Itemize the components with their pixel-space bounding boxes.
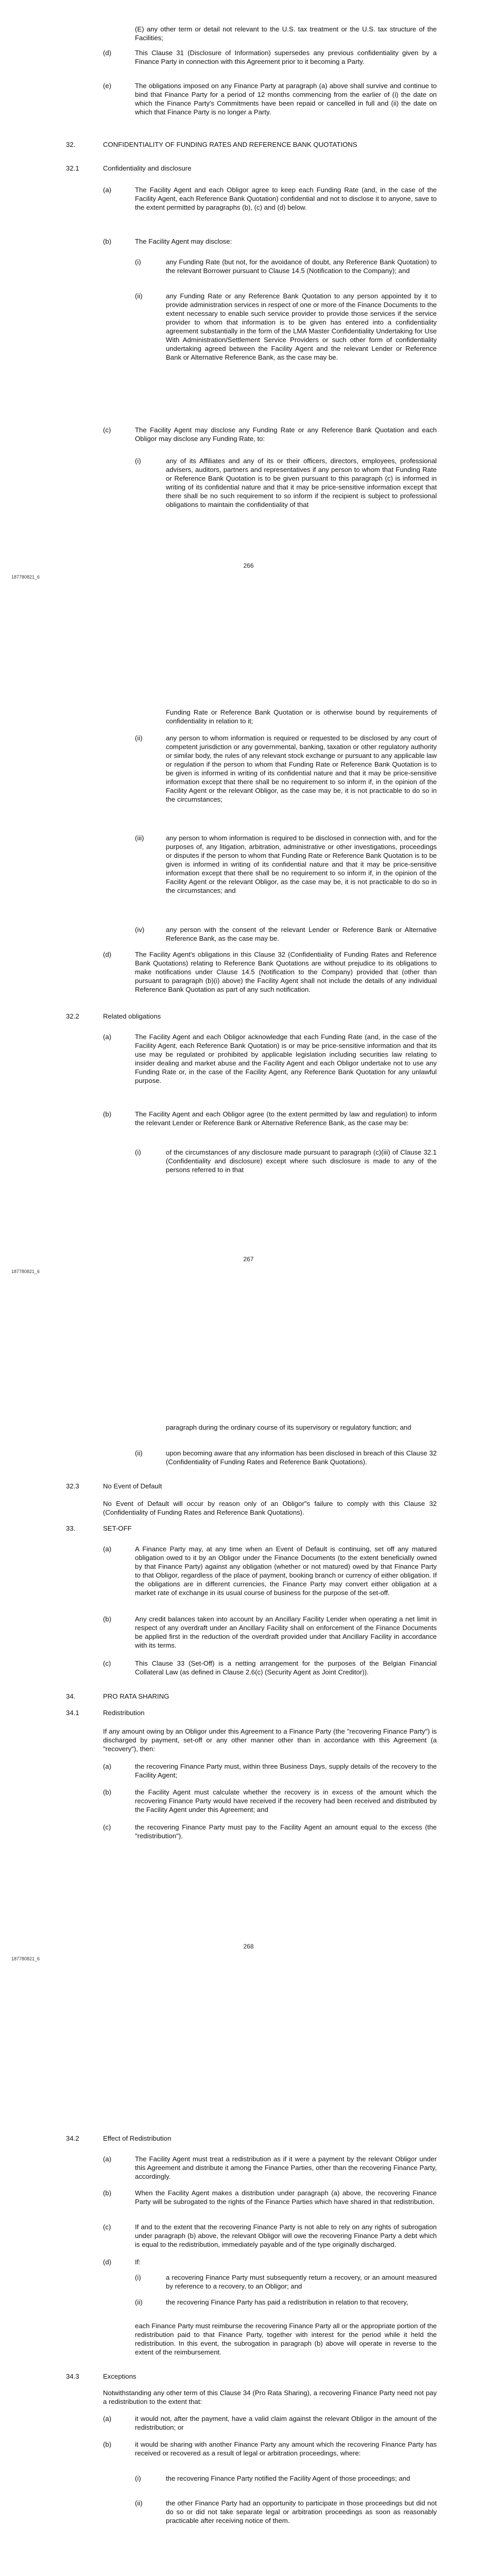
section-34-2-title: Effect of Redistribution xyxy=(103,2134,172,2142)
document-reference-id: 187780821_6 xyxy=(11,1269,40,1274)
clause-b-number: (b) xyxy=(103,238,112,245)
section-32-3-text: No Event of Default will occur by reason only of an Obligor"s failure to comply with this Clause 32 (Confidentiality of Funding Rates and Reference Bank Quotations). xyxy=(103,1500,437,1516)
clause-c-iii-number: (iii) xyxy=(135,834,144,842)
clause-b-number: (b) xyxy=(103,1788,112,1796)
page-number: 268 xyxy=(243,1943,254,1950)
section-34-1-title: Redistribution xyxy=(103,1709,145,1717)
clause-b-i-number: (i) xyxy=(135,1148,141,1156)
clause-a-number: (a) xyxy=(103,1033,112,1041)
clause-d-i-number: (i) xyxy=(135,2274,141,2281)
section-32-3-number: 32.3 xyxy=(66,1482,79,1490)
section-33-number: 33. xyxy=(66,1524,76,1532)
document-reference-id: 187780821_6 xyxy=(11,1956,40,1961)
clause-a-number: (a) xyxy=(103,186,112,194)
clause-b-i-text: of the circumstances of any disclosure made pursuant to paragraph (c)(iii) of Clause 32.1 (Confidentiality and disclosure) except where such disclosure is made to any of the persons referred to in that xyxy=(166,1148,437,1174)
clause-b-i-text: the recovering Finance Party notified the Facility Agent of those proceedings; and xyxy=(166,2475,410,2482)
clause-b-number: (b) xyxy=(103,1110,112,1118)
clause-c-ii-text: any person to whom information is required or requested to be disclosed by any court of competent jurisdiction or any governmental, banking, taxation or other regulatory authority or similar body, the rules of any relevant stock exchange or pursuant to any applicable law or regulation if the person to whom that Funding Rate or Reference Bank Quotation is to be given is informed in writing of its confidential nature and that it may be price-sensitive information except that there shall be no requirement to so inform if, in the opinion of the Facility Agent or the relevant Obligor, as the case may be, it is not practicable to do so in the circumstances; xyxy=(166,734,437,803)
clause-c-i-number: (i) xyxy=(135,457,141,465)
clause-c-i-text: any of its Affiliates and any of its or their officers, directors, employees, professional advisers, auditors, partners and representatives if any person to whom that Funding Rate or Reference Bank Quotation is to be given pursuant to this paragraph (c) is informed in writing of its confidential nature and that it may be price-sensitive information except that there shall be no such requirement to so inform if the recipient is subject to professional obligations to maintain the confidentiality of that xyxy=(166,457,437,509)
clause-b-ii-number: (ii) xyxy=(135,2499,143,2507)
page-number: 267 xyxy=(243,1256,254,1263)
clause-d-number: (d) xyxy=(103,2258,112,2266)
clause-c-text: the recovering Finance Party must pay to the Facility Agent an amount equal to the excess (the "redistribution"). xyxy=(135,1823,437,1840)
clause-d-text: If: xyxy=(135,2258,141,2266)
section-34-1-number: 34.1 xyxy=(66,1709,79,1717)
clause-c-iii-text: any person to whom information is required to be disclosed in connection with, and for the purposes of, any litigation, arbitration, administrative or other investigations, proceedings or disputes if the person to whom that Funding Rate or Reference Bank Quotation is to be given is informed in writing of its confidential nature and that it may be price-sensitive information except that there shall be no requirement to so inform if, in the opinion of the Facility Agent or the relevant Obligor, as the case may be, it is not practicable to do so in the circumstances; and xyxy=(166,834,437,894)
clause-a-text: A Finance Party may, at any time when an Event of Default is continuing, set off any matured obligation owed to it by an Obligor under the Finance Documents (to the extent beneficially owned by that Finance Party) against any obligation (whether or not matured) owed by that Finance Party to that Obligor, regardless of the place of payment, booking branch or currency of either obligation. If the obligations are in different currencies, the Finance Party may convert either obligation at a market rate of exchange in its usual course of business for the purpose of the set-off. xyxy=(135,1545,437,1597)
section-34-title: PRO RATA SHARING xyxy=(103,1692,169,1700)
continued-clause-b-i-text: paragraph during the ordinary course of its supervisory or regulatory function; and xyxy=(166,1423,412,1431)
section-34-number: 34. xyxy=(66,1692,76,1700)
clause-a-text: The Facility Agent and each Obligor acknowledge that each Funding Rate (and, in the case of the Facility Agent, each Reference Bank Quotation) is or may be price-sensitive information and that its use may be regulated or prohibited by applicable legislation including securities law relating to insider dealing and market abuse and the Facility Agent and each Obligor undertake not to use any Funding Rate or, in the case of the Facility Agent, any Reference Bank Quotation for any unlawful purpose. xyxy=(135,1033,437,1084)
clause-b-ii-number: (ii) xyxy=(135,292,143,300)
section-34-3-title: Exceptions xyxy=(103,2372,136,2380)
clause-d-text: The Facility Agent's obligations in this Clause 32 (Confidentiality of Funding Rates and Reference Bank Quotations) relating to Reference Bank Quotations are without prejudice to its obligations to make notifications under Clause 14.5 (Notification to the Company) provided that (other than pursuant to paragraph (b)(i) above) the Facility Agent shall not include the details of any individual Reference Bank Quotation as part of any such notification. xyxy=(135,951,437,993)
section-33-title: SET-OFF xyxy=(103,1524,132,1532)
section-32-title: CONFIDENTIALITY OF FUNDING RATES AND REFERENCE BANK QUOTATIONS xyxy=(103,141,357,148)
section-34-3-number: 34.3 xyxy=(66,2372,79,2380)
clause-c-number: (c) xyxy=(103,2223,111,2231)
page-267 xyxy=(0,684,497,1385)
clause-e-text: The obligations imposed on any Finance Party at paragraph (a) above shall survive and continue to bind that Finance Party for a period of 12 months commencing from the earlier of (i) the date on which the Finance Party's Commitments have been repaid or cancelled in full and (ii) the date on which that Finance Party is no longer a Party. xyxy=(135,82,437,116)
clause-b-number: (b) xyxy=(103,2189,112,2197)
clause-c-iv-text: any person with the consent of the relevant Lender or Reference Bank or Alternative Reference Bank, as the case may be. xyxy=(166,926,437,942)
clause-a-text: the recovering Finance Party must, within three Business Days, supply details of the recovery to the Facility Agent; xyxy=(135,1762,437,1779)
clause-b-text: When the Facility Agent makes a distribution under paragraph (a) above, the recovering Finance Party will be subrogated to the rights of the Finance Parties which have shared in that redistribution. xyxy=(135,2189,437,2206)
clause-b-text: Any credit balances taken into account by an Ancillary Facility Lender when operating a net limit in respect of any overdraft under an Ancillary Facility shall on enforcement of the Finance Documents be applied first in the reduction of the overdraft provided under that Ancillary Facility in accordance with its terms. xyxy=(135,1615,437,1649)
clause-b-ii-text: any Funding Rate or any Reference Bank Quotation to any person appointed by it to provide administration services in respect of one or more of the Finance Documents to the extent necessary to enable such service provider to provide those services if the service provider to whom that information is to be given has entered into a confidentiality agreement substantially in the form of the LMA Master Confidentiality Undertaking for Use With Administration/Settlement Service Providers or such other form of confidentiality undertaking agreed between the Facility Agent and the relevant Lender or Reference Bank or Alternative Reference Bank, as the case may be. xyxy=(166,292,437,361)
clause-d-number: (d) xyxy=(103,951,112,958)
page-266 xyxy=(0,0,497,684)
section-32-number: 32. xyxy=(66,141,76,148)
clause-c-number: (c) xyxy=(103,426,111,434)
section-32-3-title: No Event of Default xyxy=(103,1482,162,1490)
clause-b-ii-text: upon becoming aware that any information has been disclosed in breach of this Clause 32 (Confidentiality of Funding Rates and Reference Bank Quotations). xyxy=(166,1449,437,1466)
section-34-2-number: 34.2 xyxy=(66,2134,79,2142)
clause-c-number: (c) xyxy=(103,1823,111,1831)
clause-c-text: This Clause 33 (Set-Off) is a netting arrangement for the purposes of the Belgian Financial Collateral Law (as defined in Clause 2.6(c) (Security Agent as Joint Creditor)). xyxy=(135,1659,437,1676)
clause-c-text: The Facility Agent may disclose any Funding Rate or any Reference Bank Quotation and each Obligor may disclose any Funding Rate, to: xyxy=(135,426,437,443)
clause-a-number: (a) xyxy=(103,2155,112,2163)
clause-a-number: (a) xyxy=(103,2415,112,2422)
section-34-1-text: If any amount owing by an Obligor under this Agreement to a Finance Party (the "recovering Finance Party") is discharged by payment, set-off or any other manner other than in accordance with this Agreement (a "recovery"), then: xyxy=(103,1727,437,1753)
clause-c-text: If and to the extent that the recovering Finance Party is not able to rely on any rights of subrogation under paragraph (b) above, the relevant Obligor will owe the recovering Finance Party a debt which is equal to the redistribution, immediately payable and of the type originally discharged. xyxy=(135,2223,437,2248)
clause-c-iv-number: (iv) xyxy=(135,926,145,934)
section-32-2-title: Related obligations xyxy=(103,1012,161,1020)
clause-d-tail-text: each Finance Party must reimburse the recovering Finance Party all or the appropriate portion of the redistribution paid to that Finance Party, together with interest for the period while it held the redistribution. In this event, the subrogation in paragraph (b) above will operate in reverse to the extent of the reimbursement. xyxy=(135,2322,437,2356)
clause-d-number: (d) xyxy=(103,49,112,57)
section-34-3-text: Notwithstanding any other term of this Clause 34 (Pro Rata Sharing), a recovering Finance Party need not pay a redistribution to the extent that: xyxy=(103,2389,437,2405)
clause-a-number: (a) xyxy=(103,1545,112,1553)
continued-clause-c-i-text: Funding Rate or Reference Bank Quotation or is otherwise bound by requirements of confidentiality in relation to it; xyxy=(166,708,437,725)
page-269 xyxy=(0,2086,497,2576)
clause-d-ii-text: the recovering Finance Party has paid a redistribution in relation to that recovery, xyxy=(166,2298,408,2306)
clause-b-number: (b) xyxy=(103,2441,112,2448)
clause-d-i-text: a recovering Finance Party must subsequently return a recovery, or an amount measured by reference to a recovery, to an Obligor; and xyxy=(166,2274,437,2290)
clause-c-ii-number: (ii) xyxy=(135,734,143,742)
continued-clause-e-text: (E) any other term or detail not relevant to the U.S. tax treatment or the U.S. tax structure of the Facilities; xyxy=(135,25,437,42)
clause-b-i-text: any Funding Rate (but not, for the avoidance of doubt, any Reference Bank Quotation) to the relevant Borrower pursuant to Clause 14.5 (Notification to the Company); and xyxy=(166,258,437,275)
clause-e-number: (e) xyxy=(103,82,112,90)
clause-b-number: (b) xyxy=(103,1615,112,1623)
section-32-1-title: Confidentiality and disclosure xyxy=(103,164,192,172)
clause-c-number: (c) xyxy=(103,1659,111,1667)
clause-b-text: The Facility Agent may disclose: xyxy=(135,238,232,245)
page-268 xyxy=(0,1385,497,2086)
section-32-2-number: 32.2 xyxy=(66,1012,79,1020)
document-reference-id: 187780821_6 xyxy=(11,574,40,580)
clause-b-i-number: (i) xyxy=(135,2475,141,2482)
clause-b-ii-text: the other Finance Party had an opportunity to participate in those proceedings but did not do so or did not take separate legal or arbitration proceedings as soon as reasonably practicable after receiving notice of them. xyxy=(166,2499,437,2524)
clause-b-text: the Facility Agent must calculate whether the recovery is in excess of the amount which the recovering Finance Party would have received if the recovery had been received and distributed by the Facility Agent under this Agreement; and xyxy=(135,1788,437,1814)
clause-a-number: (a) xyxy=(103,1762,112,1770)
page-number: 266 xyxy=(243,562,254,569)
clause-a-text: The Facility Agent must treat a redistribution as if it were a payment by the relevant Obligor under this Agreement and distribute it among the Finance Parties, other than the recovering Finance Party, accordingly. xyxy=(135,2155,437,2180)
section-32-1-number: 32.1 xyxy=(66,164,79,172)
clause-d-text: This Clause 31 (Disclosure of Information) supersedes any previous confidentiality given by a Finance Party in connection with this Agreement prior to it becoming a Party. xyxy=(135,49,437,65)
clause-b-text: it would be sharing with another Finance Party any amount which the recovering Finance Party has received or recovered as a result of legal or arbitration proceedings, where: xyxy=(135,2441,437,2457)
clause-b-i-number: (i) xyxy=(135,258,141,266)
clause-b-text: The Facility Agent and each Obligor agree (to the extent permitted by law and regulation) to inform the relevant Lender or Reference Bank or Alternative Reference Bank, as the case may be: xyxy=(135,1110,437,1127)
clause-a-text: The Facility Agent and each Obligor agree to keep each Funding Rate (and, in the case of the Facility Agent, each Reference Bank Quotation) confidential and not to disclose it to anyone, save to the extent permitted by paragraphs (b), (c) and (d) below. xyxy=(135,186,437,211)
clause-b-ii-number: (ii) xyxy=(135,1449,143,1457)
clause-a-text: it would not, after the payment, have a valid claim against the relevant Obligor in the amount of the redistribution; or xyxy=(135,2415,437,2431)
clause-d-ii-number: (ii) xyxy=(135,2298,143,2306)
